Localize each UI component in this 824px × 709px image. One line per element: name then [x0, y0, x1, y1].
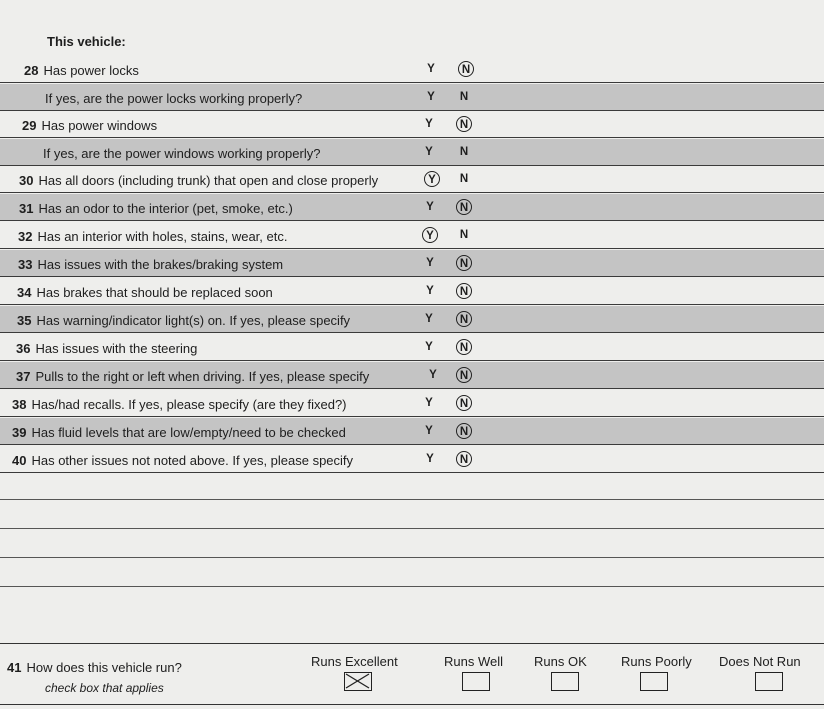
no-option[interactable]: N	[459, 229, 469, 241]
question-text	[17, 285, 273, 300]
question-text	[45, 91, 302, 106]
question-label: If yes, are the power windows working properly?	[43, 146, 321, 161]
no-option[interactable]: N	[456, 255, 472, 271]
question-number: 37	[16, 369, 31, 384]
run-option-checkbox[interactable]	[344, 672, 372, 691]
run-condition-section	[0, 643, 824, 705]
question-label: Has/had recalls. If yes, please specify (are they fixed?)	[31, 397, 347, 412]
blank-line	[0, 557, 824, 558]
question-label: Has power locks	[43, 63, 139, 78]
question-label: Has an odor to the interior (pet, smoke, etc.)	[38, 201, 293, 216]
question-text	[18, 229, 287, 244]
question-row	[0, 139, 824, 166]
checkmark-x-icon	[345, 673, 370, 689]
yes-option[interactable]: Y	[426, 257, 434, 269]
question-label: If yes, are the power locks working properly?	[45, 91, 303, 106]
question-label: Pulls to the right or left when driving. If yes, please specify	[35, 369, 370, 384]
question-text	[22, 118, 157, 133]
no-option[interactable]: N	[456, 116, 472, 132]
question-number: 32	[18, 229, 33, 244]
yes-option[interactable]: Y	[429, 369, 437, 381]
yes-option[interactable]: Y	[425, 146, 433, 158]
question-row	[0, 194, 824, 221]
no-option[interactable]: N	[456, 367, 472, 383]
question-text	[18, 257, 283, 272]
question-text	[43, 146, 320, 161]
question-row	[0, 278, 824, 305]
question-label: Has issues with the steering	[35, 341, 198, 356]
question-row	[0, 56, 824, 83]
question-row	[0, 362, 824, 389]
run-option-label: Runs OK	[534, 654, 587, 669]
q41-instruction: check box that applies	[45, 681, 164, 695]
blank-line	[0, 528, 824, 529]
question-text	[12, 397, 347, 412]
yes-option[interactable]: Y	[427, 91, 435, 103]
yes-option[interactable]: Y	[425, 313, 433, 325]
question-label: Has an interior with holes, stains, wear, etc.	[37, 229, 288, 244]
question-number: 36	[16, 341, 31, 356]
form-heading: This vehicle:	[47, 34, 126, 49]
yes-option[interactable]: Y	[426, 201, 434, 213]
yes-option[interactable]: Y	[422, 227, 438, 243]
run-option-label: Runs Poorly	[621, 654, 692, 669]
yes-option[interactable]: Y	[425, 341, 433, 353]
question-text	[12, 453, 353, 468]
question-text	[16, 341, 197, 356]
question-label: Has other issues not noted above. If yes, please specify	[31, 453, 354, 468]
no-option[interactable]: N	[456, 395, 472, 411]
question-row	[0, 418, 824, 445]
blank-line	[0, 499, 824, 500]
question-row	[0, 166, 824, 193]
no-option[interactable]: N	[456, 339, 472, 355]
no-option[interactable]: N	[456, 311, 472, 327]
yes-option[interactable]: Y	[427, 63, 435, 75]
no-option[interactable]: N	[459, 146, 469, 158]
question-number: 35	[17, 313, 32, 328]
yes-option[interactable]: Y	[424, 171, 440, 187]
question-row	[0, 222, 824, 249]
no-option[interactable]: N	[456, 451, 472, 467]
blank-line	[0, 586, 824, 587]
question-row	[0, 250, 824, 277]
question-text	[12, 425, 346, 440]
question-number: 31	[19, 201, 34, 216]
question-row	[0, 84, 824, 111]
run-option-checkbox[interactable]	[462, 672, 490, 691]
question-number: 28	[24, 63, 39, 78]
question-number: 33	[18, 257, 33, 272]
run-option-checkbox[interactable]	[640, 672, 668, 691]
run-option-checkbox[interactable]	[755, 672, 783, 691]
no-option[interactable]: N	[459, 91, 469, 103]
yes-option[interactable]: Y	[426, 453, 434, 465]
no-option[interactable]: N	[456, 283, 472, 299]
question-text	[24, 63, 139, 78]
run-option-checkbox[interactable]	[551, 672, 579, 691]
question-row	[0, 446, 824, 473]
question-row	[0, 390, 824, 417]
question-label: Has brakes that should be replaced soon	[36, 285, 273, 300]
question-label: Has fluid levels that are low/empty/need to be checked	[31, 425, 346, 440]
question-number: 29	[22, 118, 37, 133]
run-option-label: Runs Excellent	[311, 654, 398, 669]
yes-option[interactable]: Y	[425, 397, 433, 409]
question-label: Has issues with the brakes/braking system	[37, 257, 284, 272]
q41-text: How does this vehicle run?	[26, 660, 182, 675]
question-label: Has warning/indicator light(s) on. If yes, please specify	[36, 313, 351, 328]
yes-option[interactable]: Y	[425, 425, 433, 437]
question-label: Has all doors (including trunk) that open and close properly	[38, 173, 379, 188]
question-row	[0, 111, 824, 138]
q41-question	[7, 660, 182, 675]
question-number: 39	[12, 425, 27, 440]
no-option[interactable]: N	[459, 173, 469, 185]
question-row	[0, 306, 824, 333]
run-option-label: Runs Well	[444, 654, 504, 669]
yes-option[interactable]: Y	[425, 118, 433, 130]
no-option[interactable]: N	[456, 423, 472, 439]
question-text	[17, 313, 350, 328]
no-option[interactable]: N	[458, 61, 474, 77]
question-number: 40	[12, 453, 27, 468]
q41-number: 41	[7, 660, 22, 675]
no-option[interactable]: N	[456, 199, 472, 215]
question-text	[19, 173, 378, 188]
yes-option[interactable]: Y	[426, 285, 434, 297]
question-number: 30	[19, 173, 34, 188]
question-text	[19, 201, 293, 216]
question-number: 38	[12, 397, 27, 412]
question-row	[0, 334, 824, 361]
question-label: Has power windows	[41, 118, 158, 133]
question-text	[16, 369, 369, 384]
question-number: 34	[17, 285, 32, 300]
run-option-label: Does Not Run	[719, 654, 801, 669]
